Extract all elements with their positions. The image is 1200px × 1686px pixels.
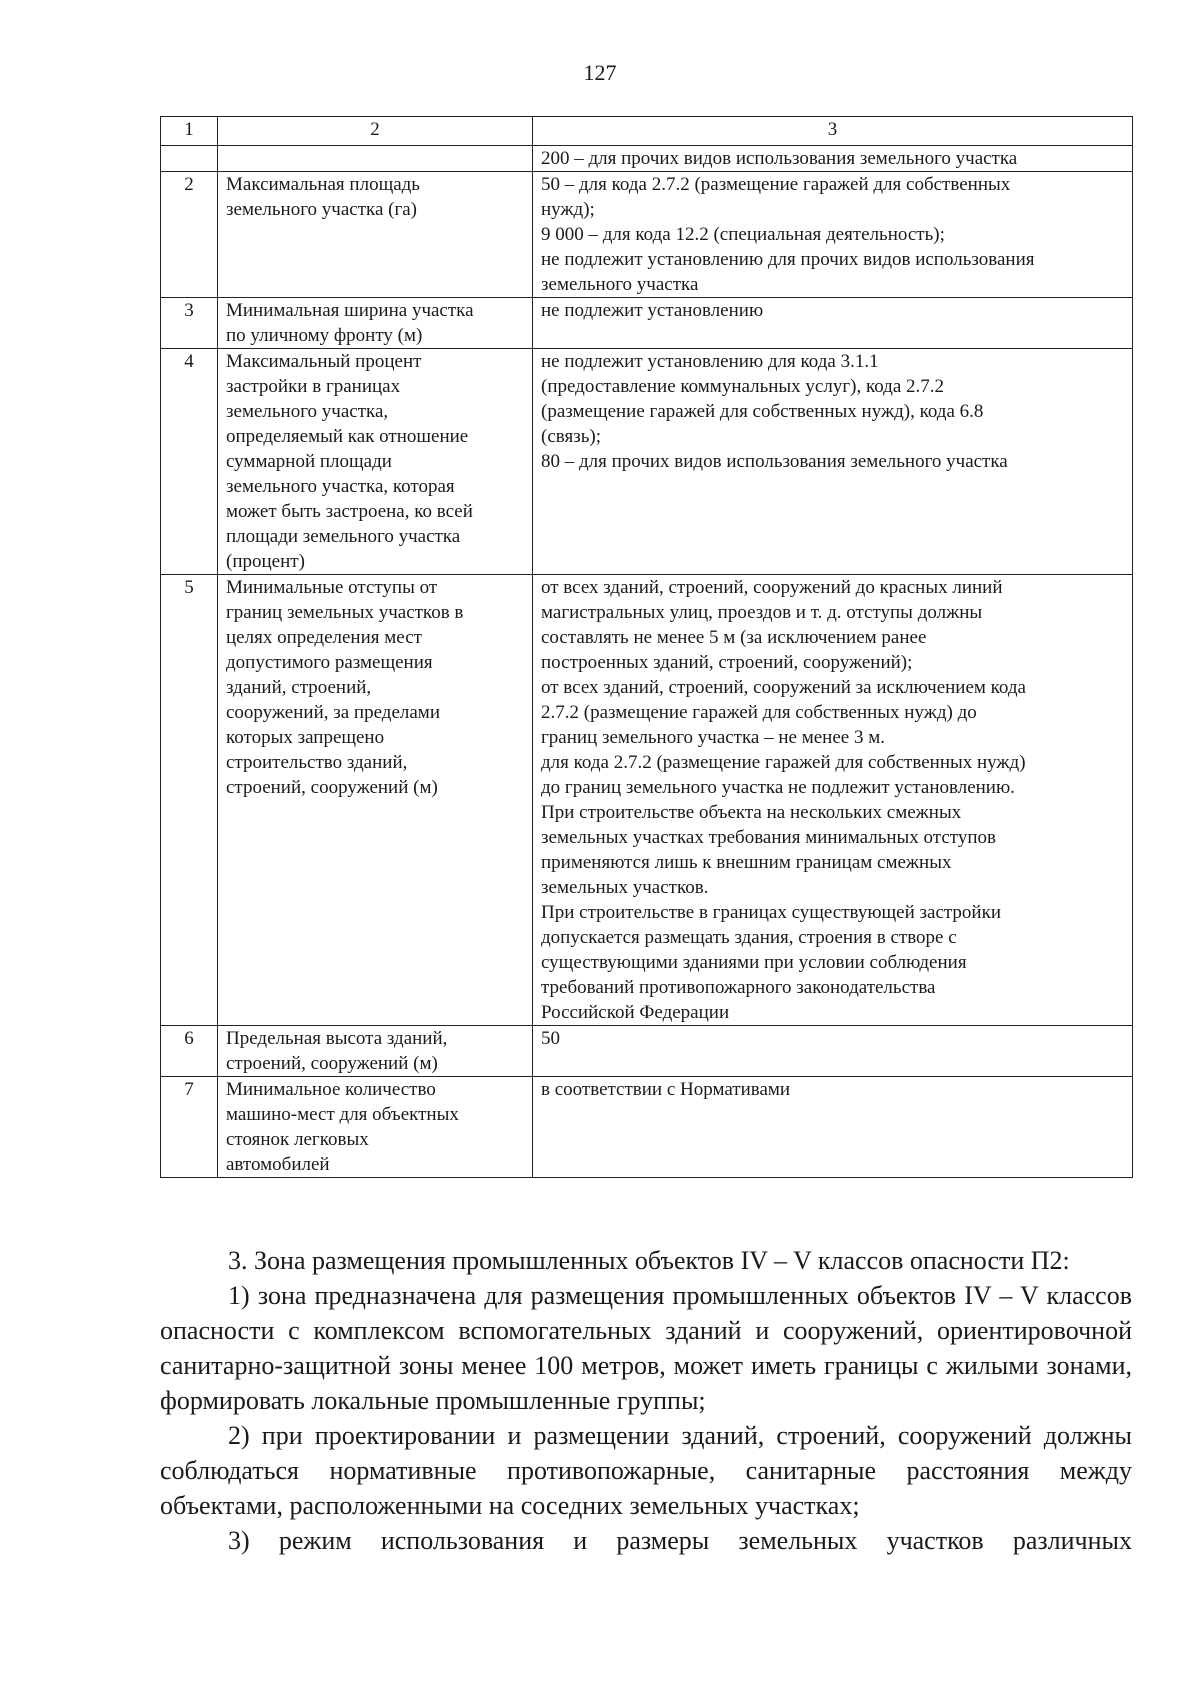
- value-line: существующими зданиями при условии соблюдения: [541, 952, 967, 973]
- parameter-line: может быть застроена, ко всей: [226, 501, 473, 522]
- value-line: (размещение гаражей для собственных нужд), кода 6.8: [541, 401, 984, 422]
- value-line: от всех зданий, строений, сооружений до красных линий: [541, 577, 1003, 598]
- value-line: 80 – для прочих видов использования земельного участка: [541, 451, 1008, 472]
- row-number: 5: [161, 575, 218, 1026]
- parameter-cell: [218, 146, 533, 172]
- parameter-line: строений, сооружений (м): [226, 1053, 438, 1074]
- value-cell: [533, 1077, 1133, 1178]
- table-row: [161, 172, 1133, 298]
- value-line: земельных участков.: [541, 877, 709, 898]
- parameter-line: строений, сооружений (м): [226, 777, 438, 798]
- parameter-line: застройки в границах: [226, 376, 401, 397]
- table-row: [161, 146, 1133, 172]
- parameter-cell: [218, 575, 533, 1026]
- value-line: При строительстве в границах существующей застройки: [541, 902, 1001, 923]
- row-number: [161, 146, 218, 172]
- parameter-line: Минимальные отступы от: [226, 577, 438, 598]
- header-col-2: 2: [218, 117, 533, 146]
- parameter-line: сооружений, за пределами: [226, 702, 440, 723]
- parameter-line: определяемый как отношение: [226, 426, 469, 447]
- parameter-line: земельного участка (га): [226, 199, 418, 220]
- header-col-1: 1: [161, 117, 218, 146]
- header-col-3: 3: [533, 117, 1133, 146]
- table-row: [161, 298, 1133, 349]
- parameter-line: которых запрещено: [226, 727, 385, 748]
- parameter-line: целях определения мест: [226, 627, 422, 648]
- parameter-cell: [218, 1077, 533, 1178]
- table-header-row: [161, 117, 1133, 146]
- value-cell: [533, 349, 1133, 575]
- value-line: земельного участка: [541, 274, 699, 295]
- regulations-table: [160, 116, 1133, 1178]
- parameter-line: допустимого размещения: [226, 652, 433, 673]
- parameter-line: суммарной площади: [226, 451, 392, 472]
- value-line: в соответствии с Нормативами: [541, 1079, 791, 1100]
- parameter-line: зданий, строений,: [226, 677, 372, 698]
- parameter-line: по уличному фронту (м): [226, 325, 423, 346]
- value-line: не подлежит установлению для прочих видов использования: [541, 249, 1035, 270]
- value-line: 200 – для прочих видов использования земельного участка: [541, 148, 1018, 169]
- value-line: составлять не менее 5 м (за исключением ранее: [541, 627, 927, 648]
- value-line: 9 000 – для кода 12.2 (специальная деятельность);: [541, 224, 945, 245]
- parameter-line: стоянок легковых: [226, 1129, 369, 1150]
- value-cell: [533, 172, 1133, 298]
- parameter-line: Минимальное количество: [226, 1079, 436, 1100]
- value-line: границ земельного участка – не менее 3 м.: [541, 727, 885, 748]
- parameter-cell: [218, 349, 533, 575]
- value-line: 50 – для кода 2.7.2 (размещение гаражей для собственных: [541, 174, 1011, 195]
- parameter-line: земельного участка,: [226, 401, 389, 422]
- row-number: 3: [161, 298, 218, 349]
- value-line: до границ земельного участка не подлежит установлению.: [541, 777, 1015, 798]
- table-row: [161, 575, 1133, 1026]
- zone-heading: 3. Зона размещения промышленных объектов IV – V классов опасности П2:: [228, 1246, 1070, 1275]
- value-line: требований противопожарного законодательства: [541, 977, 936, 998]
- body-text: [160, 1243, 1132, 1558]
- value-line: (предоставление коммунальных услуг), кода 2.7.2: [541, 376, 945, 397]
- value-line: 2.7.2 (размещение гаражей для собственных нужд) до: [541, 702, 977, 723]
- zone-item-1: 1) зона предназначена для размещения промышленных объектов IV – V классов опасности с комплексом вспомогательных зданий и сооружений, ориентировочной санитарно-защитной зоны менее 100 метров, может иметь границы с жилыми зонами, формировать локальные промышленные группы;: [160, 1281, 1132, 1415]
- value-line: не подлежит установлению для кода 3.1.1: [541, 351, 879, 372]
- parameter-cell: [218, 298, 533, 349]
- value-line: от всех зданий, строений, сооружений за исключением кода: [541, 677, 1026, 698]
- parameter-cell: [218, 172, 533, 298]
- value-line: магистральных улиц, проездов и т. д. отступы должны: [541, 602, 983, 623]
- value-line: для кода 2.7.2 (размещение гаражей для собственных нужд): [541, 752, 1026, 773]
- value-cell: [533, 146, 1133, 172]
- parameter-line: автомобилей: [226, 1154, 330, 1175]
- parameter-line: границ земельных участков в: [226, 602, 464, 623]
- table-row: [161, 1026, 1133, 1077]
- value-cell: [533, 1026, 1133, 1077]
- value-line: земельных участках требования минимальных отступов: [541, 827, 996, 848]
- value-cell: [533, 575, 1133, 1026]
- parameter-cell: [218, 1026, 533, 1077]
- value-line: Российской Федерации: [541, 1002, 730, 1023]
- value-line: допускается размещать здания, строения в створе с: [541, 927, 957, 948]
- table-row: [161, 349, 1133, 575]
- row-number: 7: [161, 1077, 218, 1178]
- value-line: построенных зданий, строений, сооружений);: [541, 652, 913, 673]
- page-number: 127: [583, 60, 617, 85]
- parameter-line: Максимальный процент: [226, 351, 422, 372]
- zone-item-2: 2) при проектировании и размещении зданий, строений, сооружений должны соблюдаться нормативные противопожарные, санитарные расстояния между объектами, расположенными на соседних земельных участках;: [160, 1421, 1132, 1520]
- value-line: нужд);: [541, 199, 595, 220]
- row-number: 2: [161, 172, 218, 298]
- parameter-line: строительство зданий,: [226, 752, 408, 773]
- value-line: При строительстве объекта на нескольких смежных: [541, 802, 962, 823]
- zone-item-3: 3) режим использования и размеры земельных участков различных: [228, 1526, 1132, 1555]
- value-cell: [533, 298, 1133, 349]
- parameter-line: Минимальная ширина участка: [226, 300, 474, 321]
- value-line: применяются лишь к внешним границам смежных: [541, 852, 952, 873]
- table-row: [161, 1077, 1133, 1178]
- parameter-line: Предельная высота зданий,: [226, 1028, 448, 1049]
- row-number: 6: [161, 1026, 218, 1077]
- parameter-line: земельного участка, которая: [226, 476, 455, 497]
- row-number: 4: [161, 349, 218, 575]
- parameter-line: площади земельного участка: [226, 526, 461, 547]
- value-line: (связь);: [541, 426, 601, 447]
- parameter-line: (процент): [226, 551, 305, 572]
- value-line: 50: [541, 1028, 560, 1049]
- parameter-line: Максимальная площадь: [226, 174, 420, 195]
- value-line: не подлежит установлению: [541, 300, 764, 321]
- parameter-line: машино-мест для объектных: [226, 1104, 459, 1125]
